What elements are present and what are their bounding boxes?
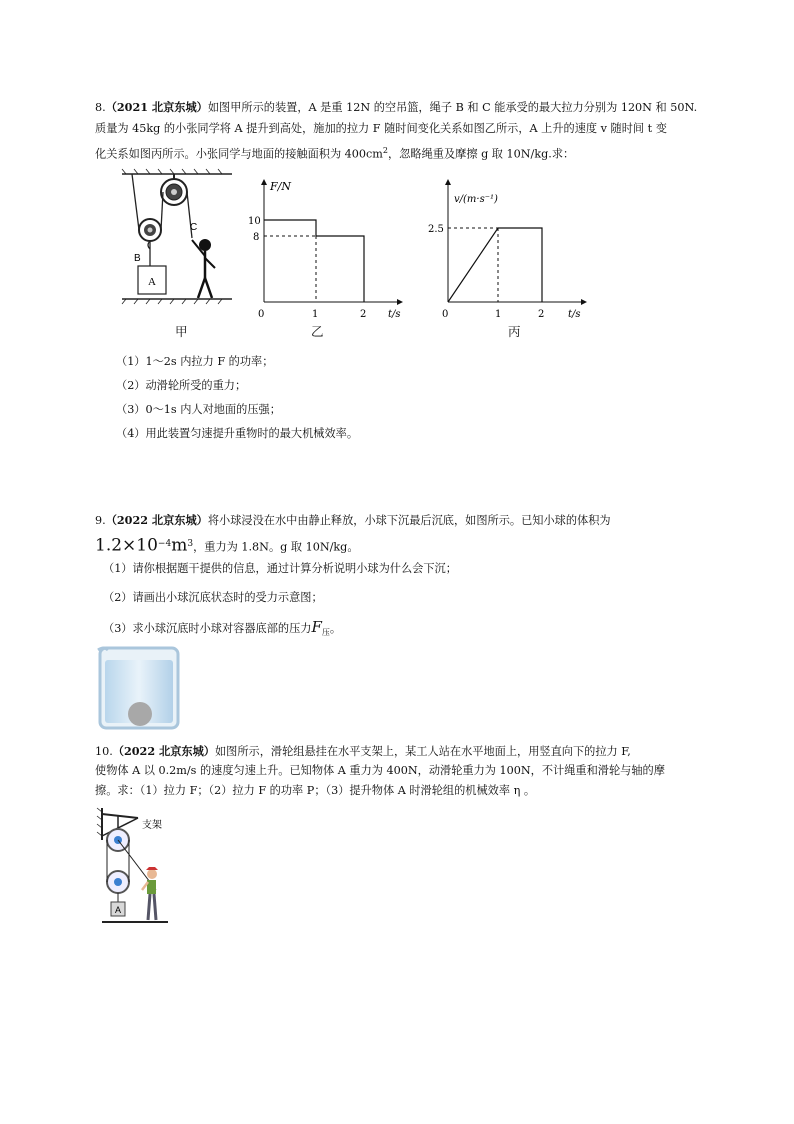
bing-origin: 0 <box>442 309 449 320</box>
bing-xtick-2: 2 <box>538 309 545 320</box>
q8-line2: 质量为 45kg 的小张同学将 A 提升到高处，施加的拉力 F 随时间变化关系如图乙所示，A 上升的速度 v 随时间 t 变 <box>95 122 667 135</box>
q8-text1: 如图甲所示的装置，A 是重 12N 的空吊篮，绳子 B 和 C 能承受的最大拉力分别为 120N 和 50N. <box>207 101 698 114</box>
q8-sub1: （1）1～2s 内拉力 F 的功率； <box>116 355 274 368</box>
box-a-label: A <box>115 905 122 915</box>
q9-volume-unit-exp: 3 <box>187 539 194 549</box>
q10-text1: 如图所示，滑轮组悬挂在水平支架上，某工人站在水平地面上，用竖直向下的拉力 F, <box>214 745 631 758</box>
q8-number: 8. <box>95 101 106 114</box>
q10-number: 10. <box>95 745 113 758</box>
q8-sup: 2 <box>382 146 389 155</box>
yi-force-line <box>264 220 364 302</box>
label-a: A <box>148 276 156 288</box>
bracket-label: 支架 <box>142 820 162 831</box>
q8-graph-bing <box>424 172 594 322</box>
q8-sub4: （4）用此装置匀速提升重物时的最大机械效率。 <box>116 427 359 440</box>
q9-line2 <box>95 533 359 559</box>
q10-line2: 使物体 A 以 0.2m/s 的速度匀速上升。已知物体 A 重力为 400N，动滑轮重力为 100N，不计绳重和滑轮与轴的摩 <box>95 764 665 777</box>
q9-sub1: （1）请你根据题干提供的信息，通过计算分析说明小球为什么会下沉； <box>103 562 457 575</box>
q9-volume-exp: −4 <box>157 539 172 549</box>
q9-number: 9. <box>95 514 106 527</box>
q9-force-subscript: 压 <box>321 628 330 638</box>
q9-sub3-text: （3）求小球沉底时小球对容器底部的压力 <box>103 622 312 635</box>
q10-line3: 擦。求：（1）拉力 F；（2）拉力 F 的功率 P；（3）提升物体 A 时滑轮组的机械效率 η 。 <box>95 784 536 797</box>
bing-xtick-1: 1 <box>495 309 502 320</box>
q8-text3b: ，忽略绳重及摩擦 g 取 10N/kg.求： <box>388 147 575 161</box>
q9-ball <box>128 702 152 726</box>
q9-beaker-figure <box>96 644 182 732</box>
q10-source: （2022 北京东城） <box>112 744 215 758</box>
yi-xtick-1: 1 <box>312 309 319 320</box>
q9-sub3 <box>103 618 341 638</box>
q9-period: 。 <box>329 622 342 635</box>
q9-sub2: （2）请画出小球沉底状态时的受力示意图； <box>103 591 323 604</box>
label-b: B <box>134 253 141 264</box>
q9-volume-coef: 1.2×10 <box>95 535 158 556</box>
q8-sub3: （3）0～1s 内人对地面的压强； <box>116 403 281 416</box>
q9-force-symbol: F <box>311 618 322 636</box>
q9-line1 <box>95 509 611 532</box>
caption-yi: 乙 <box>311 324 324 339</box>
q9-text1: 将小球浸没在水中由静止释放，小球下沉最后沉底，如图所示。已知小球的体积为 <box>207 514 611 527</box>
bing-xlabel: t/s <box>568 309 581 320</box>
yi-origin: 0 <box>258 309 265 320</box>
q8-line1 <box>95 96 697 119</box>
yi-ylabel: F/N <box>270 180 291 193</box>
q9-source: （2022 北京东城） <box>105 513 208 527</box>
label-c: C <box>190 222 198 233</box>
q9-volume-unit: m <box>171 535 188 556</box>
yi-xtick-2: 2 <box>360 309 367 320</box>
bing-velocity-line <box>448 228 542 302</box>
q9-text2: ，重力为 1.8N。g 取 10N/kg。 <box>193 540 359 554</box>
yi-ytick-10: 10 <box>248 216 261 227</box>
q8-sub2: （2）动滑轮所受的重力； <box>116 379 247 392</box>
caption-jia: 甲 <box>175 324 188 339</box>
yi-ytick-8: 8 <box>253 232 260 243</box>
caption-bing: 丙 <box>508 324 521 339</box>
yi-xlabel: t/s <box>388 309 401 320</box>
bing-ytick-2-5: 2.5 <box>428 224 444 235</box>
q8-source: （2021 北京东城） <box>105 100 208 114</box>
q10-pulley-figure <box>96 804 206 930</box>
q8-text3a: 化关系如图丙所示。小张同学与地面的接触面积为 400cm <box>95 147 383 161</box>
q8-line3 <box>95 140 574 166</box>
q8-figure-jia <box>118 168 238 316</box>
q8-graph-yi <box>240 172 410 322</box>
bing-ylabel: v/(m·s⁻¹) <box>454 194 498 205</box>
